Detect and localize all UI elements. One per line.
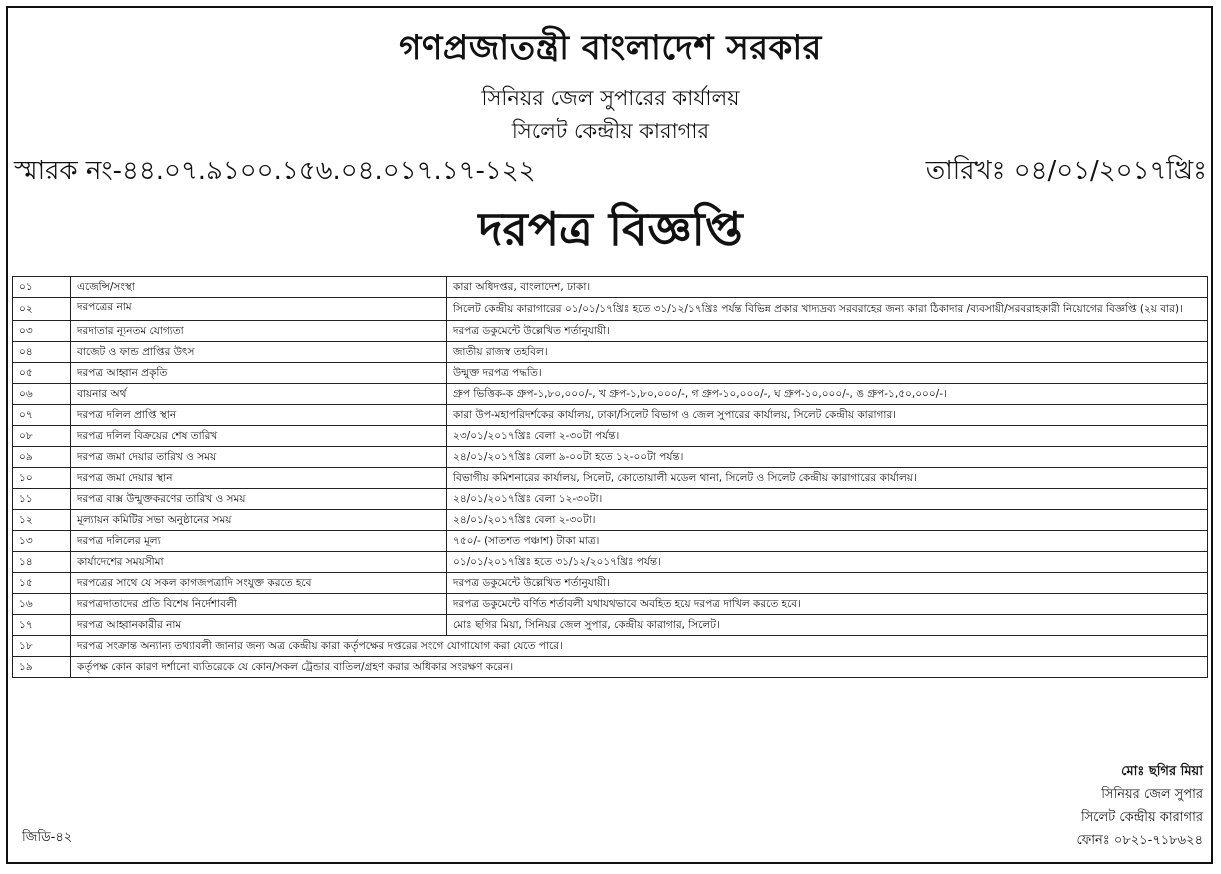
row-number: ০৫ bbox=[13, 363, 71, 384]
table-row bbox=[13, 531, 1208, 552]
row-label: দরপত্র জমা দেয়ার স্থান bbox=[71, 468, 447, 489]
signatory-designation: সিনিয়র জেল সুপার bbox=[1101, 787, 1203, 802]
table-row bbox=[13, 636, 1208, 657]
table-row bbox=[13, 405, 1208, 426]
signature-block bbox=[1077, 760, 1204, 852]
row-number: ১০ bbox=[13, 468, 71, 489]
row-value: ২৩/০১/২০১৭খ্রিঃ বেলা ২-৩০টা পর্যন্ত। bbox=[447, 426, 1208, 447]
row-label: দরপত্র দলিল বিক্রয়ের শেষ তারিখ bbox=[71, 426, 447, 447]
table-row bbox=[13, 342, 1208, 363]
table-row bbox=[13, 447, 1208, 468]
row-label: দরপত্র দলিল প্রাপ্তি স্থান bbox=[71, 405, 447, 426]
row-label: দরপত্র দলিলের মূল্য bbox=[71, 531, 447, 552]
row-label: বায়নার অর্থ bbox=[71, 384, 447, 405]
row-number: ০৩ bbox=[13, 321, 71, 342]
row-label: দরপত্রদাতাদের প্রতি বিশেষ নির্দেশাবলী bbox=[71, 594, 447, 615]
table-row bbox=[13, 594, 1208, 615]
row-value: বিভাগীয় কমিশনারের কার্যালয়, সিলেট, কোতোয়ালী মডেল থানা, সিলেট ও সিলেট কেন্দ্রীয় কারাগারের কার্যালয়। bbox=[447, 468, 1208, 489]
row-number: ১২ bbox=[13, 510, 71, 531]
row-label: মূল্যায়ন কমিটির সভা অনুষ্ঠানের সময় bbox=[71, 510, 447, 531]
row-value: ২৪/০১/২০১৭খ্রিঃ বেলা ১২-৩০টা। bbox=[447, 489, 1208, 510]
table-row bbox=[13, 298, 1208, 321]
table-row bbox=[13, 277, 1208, 298]
row-label: দরপত্র জমা দেয়ার তারিখ ও সময় bbox=[71, 447, 447, 468]
row-label: দরপত্র বাক্স উন্মুক্তকরণের তারিখ ও সময় bbox=[71, 489, 447, 510]
table-row bbox=[13, 384, 1208, 405]
row-number: ০২ bbox=[13, 298, 71, 321]
row-value: ২৪/০১/২০১৭খ্রিঃ বেলা ৯-০০টা হতে ১২-০০টা পর্যন্ত। bbox=[447, 447, 1208, 468]
row-value: কারা অধিদপ্তর, বাংলাদেশ, ঢাকা। bbox=[447, 277, 1208, 298]
row-label: দরপত্র আহ্বানকারীর নাম bbox=[71, 615, 447, 636]
table-row bbox=[13, 657, 1208, 678]
row-number: ০৪ bbox=[13, 342, 71, 363]
row-number: ০৮ bbox=[13, 426, 71, 447]
row-label: দরপত্রের সাথে যে সকল কাগজপত্রাদি সংযুক্ত করতে হবে bbox=[71, 573, 447, 594]
table-row bbox=[13, 615, 1208, 636]
row-value: দরপত্র ডকুমেন্টে উল্লেখিত শর্তানুযায়ী। bbox=[447, 321, 1208, 342]
row-value: ০১/০১/২০১৭খ্রিঃ হতে ৩১/১২/২০১৭খ্রিঃ পর্যন্ত। bbox=[447, 552, 1208, 573]
row-value: উন্মুক্ত দরপত্র পদ্ধতি। bbox=[447, 363, 1208, 384]
table-row bbox=[13, 489, 1208, 510]
table-row bbox=[13, 468, 1208, 489]
row-number: ০১ bbox=[13, 277, 71, 298]
row-number: ১১ bbox=[13, 489, 71, 510]
row-text: দরপত্র সংক্রান্ত অন্যান্য তথ্যাবলী জানার জন্য অত্র কেন্দ্রীয় কারা কর্তৃপক্ষের দপ্তরের সংগে যোগাযোগ করা যেতে পারে। bbox=[71, 636, 1208, 657]
signatory-phone: ফোনঃ ০৮২১-৭১৮৬২৪ bbox=[1076, 833, 1203, 848]
row-label: এজেন্সি/সংস্থা bbox=[71, 277, 447, 298]
row-value: কারা উপ-মহাপরিদর্শকের কার্যালয়, ঢাকা/সিলেট বিভাগ ও জেল সুপারের কার্যালয়, সিলেট কেন্দ্রীয় কারাগার। bbox=[447, 405, 1208, 426]
row-text: কর্তৃপক্ষ কোন কারণ দর্শানো ব্যতিরেকে যে কোন/সকল ট্রেন্ডার বাতিল/গ্রহণ করার অধিকার সংরক্ষণ করেন। bbox=[71, 657, 1208, 678]
jail-name: সিলেট কেন্দ্রীয় কারাগার bbox=[511, 119, 710, 143]
table-row bbox=[13, 510, 1208, 531]
row-label: দরপত্রের নাম bbox=[71, 298, 447, 321]
row-value: ২৪/০১/২০১৭খ্রিঃ বেলা ২-৩০টা। bbox=[447, 510, 1208, 531]
notice-title: দরপত্র বিজ্ঞপ্তি bbox=[478, 202, 743, 256]
table-row bbox=[13, 552, 1208, 573]
row-label: বাজেট ও ফান্ড প্রাপ্তির উৎস bbox=[71, 342, 447, 363]
office-name: সিনিয়র জেল সুপারের কার্যালয় bbox=[481, 86, 740, 110]
row-number: ০৭ bbox=[13, 405, 71, 426]
row-number: ০৯ bbox=[13, 447, 71, 468]
row-value: জাতীয় রাজস্ব তহবিল। bbox=[447, 342, 1208, 363]
memo-date: তারিখঃ ০৪/০১/২০১৭খ্রিঃ bbox=[925, 156, 1207, 186]
row-number: ১৮ bbox=[13, 636, 71, 657]
signatory-name: মোঃ ছগির মিয়া bbox=[1121, 764, 1203, 779]
row-label: দরপত্র আহ্বান প্রকৃতি bbox=[71, 363, 447, 384]
table-row bbox=[13, 426, 1208, 447]
table-row bbox=[13, 573, 1208, 594]
row-number: ১৫ bbox=[13, 573, 71, 594]
row-value: দরপত্র ডকুমেন্টে বর্ণিত শর্তাবলী যথাযথভাবে অবহিত হয়ে দরপত্র দাখিল করতে হবে। bbox=[447, 594, 1208, 615]
row-number: ১৬ bbox=[13, 594, 71, 615]
row-value: ৭৫০/- (সাতশত পঞ্চাশ) টাকা মাত্র। bbox=[447, 531, 1208, 552]
government-title: গণপ্রজাতন্ত্রী বাংলাদেশ সরকার bbox=[399, 28, 822, 68]
row-number: ১৪ bbox=[13, 552, 71, 573]
row-value: মোঃ ছগির মিয়া, সিনিয়র জেল সুপার, কেন্দ্রীয় কারাগার, সিলেট। bbox=[447, 615, 1208, 636]
table-row bbox=[13, 363, 1208, 384]
table-row bbox=[13, 321, 1208, 342]
row-value: সিলেট কেন্দ্রীয় কারাগারের ০১/০১/১৭খ্রিঃ হতে ৩১/১২/১৭খ্রিঃ পর্যন্ত বিভিন্ন প্রকার খাদ্যদ্রব্য সরবরাহের জন্য কারা ঠিকাদার /ব্যবসায়ী/সরবরাহকারী নিয়োগের বিজ্ঞপ্তি (২য় বার)। bbox=[447, 298, 1208, 321]
row-value: গ্রুপ ভিত্তিক-ক গ্রুপ-১,৮০,০০০/-, খ গ্রুপ-১,৮০,০০০/-, গ গ্রুপ-১০,০০০/-, ঘ গ্রুপ-১০,০০০/-, ঙ গ্রুপ-১,৫০,০০০/-। bbox=[447, 384, 1208, 405]
row-number: ১৯ bbox=[13, 657, 71, 678]
row-number: ০৬ bbox=[13, 384, 71, 405]
row-label: কার্যাদেশের সময়সীমা bbox=[71, 552, 447, 573]
row-value: দরপত্র ডকুমেন্টে উল্লেখিত শর্তানুযায়ী। bbox=[447, 573, 1208, 594]
tender-details-table bbox=[12, 276, 1208, 678]
memo-number: স্মারক নং-৪৪.০৭.৯১০০.১৫৬.০৪.০১৭.১৭-১২২ bbox=[14, 156, 536, 186]
row-label: দরদাতার ন্যূনতম যোগ্যতা bbox=[71, 321, 447, 342]
signatory-office: সিলেট কেন্দ্রীয় কারাগার bbox=[1080, 810, 1203, 825]
row-number: ১৭ bbox=[13, 615, 71, 636]
row-number: ১৩ bbox=[13, 531, 71, 552]
gd-reference: জিডি-৪২ bbox=[22, 830, 73, 845]
